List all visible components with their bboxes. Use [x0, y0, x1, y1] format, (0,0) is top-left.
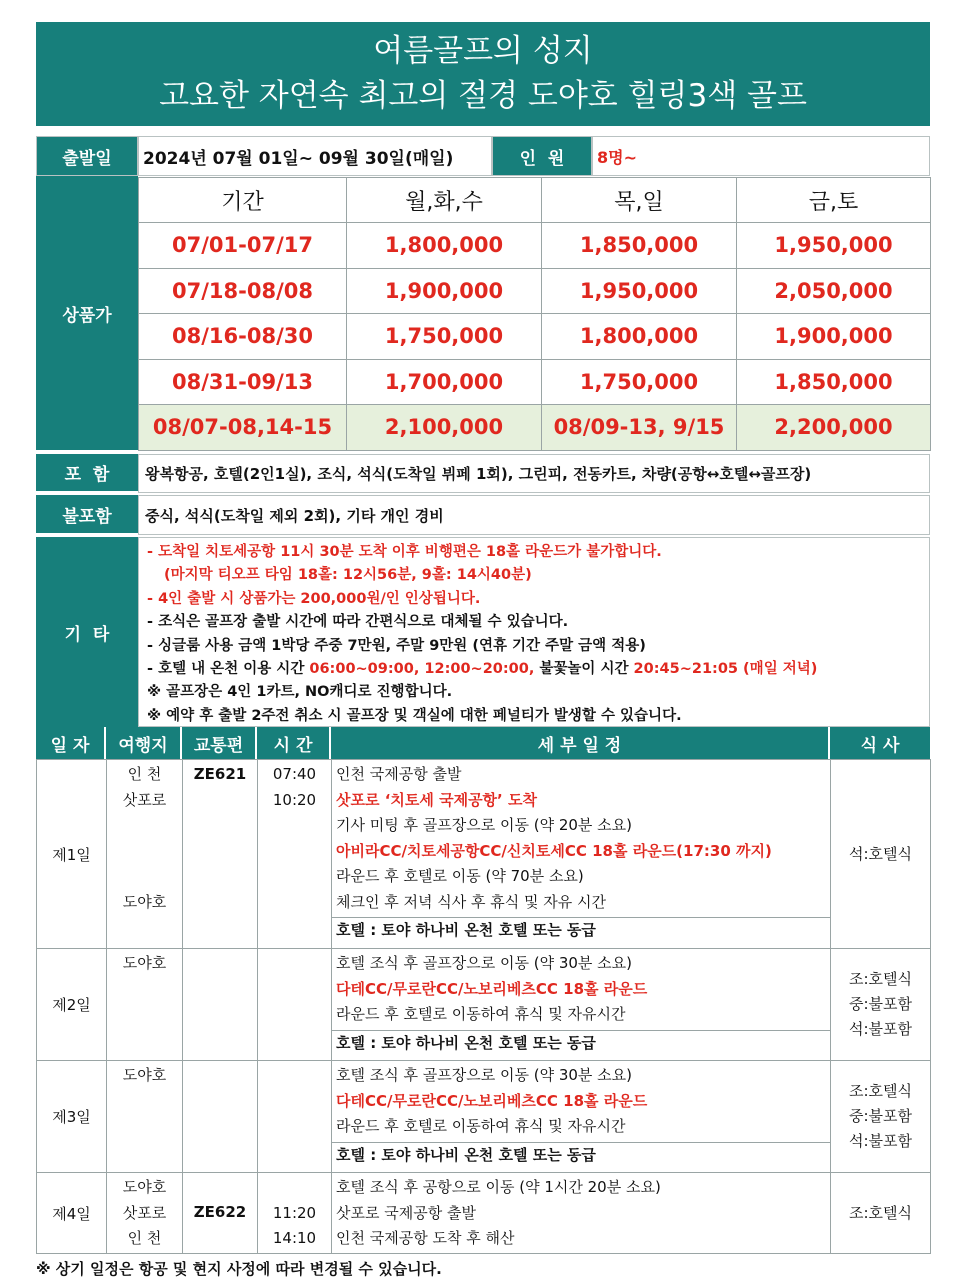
detail-line: 인천 국제공항 출발 [336, 765, 462, 783]
detail-line: 기사 미팅 후 골프장으로 이동 (약 20분 소요) [336, 816, 633, 834]
schedule-row-day3 [37, 1061, 931, 1173]
meal: 조:호텔식 [831, 1173, 931, 1254]
price-value: 1,850,000 [542, 223, 737, 269]
day-details [332, 760, 831, 949]
price-value: 1,900,000 [737, 314, 931, 360]
price-value: 1,800,000 [347, 223, 542, 269]
detail-line: 라운드 후 호텔로 이동하여 휴식 및 자유시간 [336, 1117, 626, 1135]
price-header-mon-wed: 월,화,수 [347, 178, 542, 223]
meal: 중:불포함 [848, 1107, 912, 1125]
price-value: 1,850,000 [737, 359, 931, 405]
place: 인 천 [127, 1229, 162, 1247]
day-details [332, 1173, 831, 1254]
meals [831, 1061, 931, 1173]
price-row [139, 314, 931, 360]
times [258, 1173, 332, 1254]
transport [183, 1061, 258, 1173]
meal: 중:불포함 [848, 995, 912, 1013]
time: 10:20 [272, 790, 317, 809]
schedule-header-detail: 세 부 일 정 [331, 727, 830, 759]
price-value: 2,200,000 [737, 405, 931, 451]
schedule-row-day4 [37, 1173, 931, 1254]
detail-line: 호텔 조식 후 골프장으로 이동 (약 30분 소요) [336, 954, 633, 972]
departure-date: 2024년 07월 01일~ 09월 30일(매일) [143, 148, 454, 169]
schedule-table [36, 759, 931, 1254]
notes-label-text: 기 타 [64, 624, 110, 645]
spacer [107, 864, 182, 890]
people-label-text: 인 원 [519, 148, 565, 169]
day-places [107, 1173, 183, 1254]
hotel-line: 호텔 : 토야 하나비 온천 호텔 또는 동급 [332, 1142, 830, 1168]
time: 07:40 [272, 765, 317, 783]
note-line-hot-spring [147, 658, 929, 681]
schedule-header-meal: 식 사 [830, 727, 930, 759]
transport [183, 760, 258, 949]
excluded-label-text: 불포함 [62, 506, 112, 527]
hotel-line: 호텔 : 토야 하나비 온천 호텔 또는 동급 [332, 917, 830, 943]
detail-line: 아비라CC/치토세공항CC/신치토세CC 18홀 라운드(17:30 까지) [336, 841, 772, 860]
people-count: 8명~ [597, 147, 637, 167]
detail-line: 삿포로 국제공항 출발 [336, 1203, 476, 1222]
notes-box [138, 537, 930, 727]
transport [183, 1173, 258, 1254]
price-header-period: 기간 [139, 178, 347, 223]
excluded-label [36, 495, 138, 535]
detail-line: 다테CC/무로란CC/노보리베츠CC 18홀 라운드 [336, 1091, 648, 1110]
departure-value [138, 136, 492, 176]
departure-label [36, 136, 138, 176]
price-period: 08/07-08,14-15 [139, 405, 347, 451]
spacer [258, 1175, 331, 1201]
detail-line: 인천 국제공항 도착 후 해산 [336, 1229, 515, 1247]
day-label: 제1일 [37, 760, 107, 949]
day-details [332, 949, 831, 1061]
price-period: 07/01-07/17 [139, 223, 347, 269]
schedule-header-transport: 교통편 [182, 727, 257, 759]
price-value: 1,950,000 [737, 223, 931, 269]
price-label-text: 상품가 [62, 305, 112, 326]
price-row [139, 359, 931, 405]
included-label [36, 454, 138, 493]
place: 삿포로 [122, 790, 167, 809]
times [258, 949, 332, 1061]
price-period: 08/31-09/13 [139, 359, 347, 405]
meal: 조:호텔식 [848, 970, 912, 988]
day-details [332, 1061, 831, 1173]
place: 도야호 [122, 1066, 167, 1084]
note-line: - 조식은 골프장 출발 시간에 따라 간편식으로 대체될 수 있습니다. [147, 614, 569, 631]
time: 14:10 [272, 1229, 317, 1247]
note-text-highlight: 06:00~09:00, 12:00~20:00, [309, 661, 535, 678]
schedule-row-day2 [37, 949, 931, 1061]
note-text: 불꽃놀이 시간 [534, 661, 634, 678]
meal: 석:불포함 [848, 1020, 912, 1038]
spacer [107, 813, 182, 839]
detail-line: 라운드 후 호텔로 이동하여 휴식 및 자유시간 [336, 1005, 626, 1023]
day-places [107, 760, 183, 949]
hotel-line: 호텔 : 토야 하나비 온천 호텔 또는 동급 [332, 1030, 830, 1056]
price-row [139, 223, 931, 269]
detail-line: 체크인 후 저녁 식사 후 휴식 및 자유 시간 [336, 892, 606, 911]
detail-line: 라운드 후 호텔로 이동 (약 70분 소요) [336, 867, 584, 885]
note-line: (마지막 티오프 타임 18홀: 12시56분, 9홀: 14시40분) [164, 567, 532, 584]
day-label: 제2일 [37, 949, 107, 1061]
price-value: 2,050,000 [737, 268, 931, 314]
price-header-thu-sun: 목,일 [542, 178, 737, 223]
footer-notice: ※ 상기 일정은 항공 및 현지 사정에 따라 변경될 수 있습니다. [36, 1260, 442, 1278]
price-period: 08/16-08/30 [139, 314, 347, 360]
schedule-header-place: 여행지 [106, 727, 182, 759]
day-label: 제3일 [37, 1061, 107, 1173]
price-value: 1,900,000 [347, 268, 542, 314]
spacer [107, 839, 182, 865]
times [258, 1061, 332, 1173]
people-value [592, 136, 930, 176]
banner-title-line2: 고요한 자연속 최고의 절경 도야호 힐링3색 골프 [159, 78, 807, 114]
title-banner [36, 22, 930, 126]
schedule-row-day1 [37, 760, 931, 949]
time: 11:20 [272, 1203, 317, 1222]
transport [183, 949, 258, 1061]
meals [831, 949, 931, 1061]
price-row [139, 268, 931, 314]
excluded-text: 중식, 석식(도착일 제외 2회), 기타 개인 경비 [145, 506, 444, 525]
detail-line: 삿포로 ‘치토세 국제공항’ 도착 [336, 790, 537, 809]
price-period: 07/18-08/08 [139, 268, 347, 314]
included-text: 왕복항공, 호텔(2인1실), 조식, 석식(도착일 뷔페 1회), 그린피, 전동카트, 차량(공항↔호텔↔골프장) [145, 465, 812, 483]
meal: 석:호텔식 [831, 760, 931, 949]
day-places [107, 949, 183, 1061]
place: 도야호 [122, 1178, 167, 1196]
price-label [36, 176, 138, 452]
detail-line: 다테CC/무로란CC/노보리베츠CC 18홀 라운드 [336, 979, 648, 998]
price-table [138, 177, 931, 451]
price-header-fri-sat: 금,토 [737, 178, 931, 223]
price-value: 1,950,000 [542, 268, 737, 314]
times [258, 760, 332, 949]
day-places [107, 1061, 183, 1173]
place: 인 천 [127, 765, 162, 783]
flight-number: ZE621 [193, 765, 247, 783]
included-label-text: 포 함 [64, 465, 110, 485]
note-line: - 싱글룸 사용 금액 1박당 주중 7만원, 주말 9만원 (연휴 기간 주말 금액 적용) [147, 637, 646, 654]
flight-number: ZE622 [193, 1203, 247, 1222]
banner-title-line1: 여름골프의 성지 [373, 33, 593, 69]
price-row-peak [139, 405, 931, 451]
schedule-header-time: 시 간 [257, 727, 331, 759]
price-value: 1,800,000 [542, 314, 737, 360]
place: 삿포로 [122, 1203, 167, 1222]
place: 도야호 [122, 892, 167, 911]
note-line: ※ 골프장은 4인 1카트, NO캐디로 진행합니다. [147, 684, 453, 701]
detail-line: 호텔 조식 후 골프장으로 이동 (약 30분 소요) [336, 1066, 633, 1084]
schedule-header-day: 일 자 [36, 727, 106, 759]
day-label: 제4일 [37, 1173, 107, 1254]
note-line: ※ 예약 후 출발 2주전 취소 시 골프장 및 객실에 대한 페널티가 발생할 수 있습니다. [147, 707, 682, 724]
price-header-row [139, 178, 931, 223]
price-value: 1,750,000 [347, 314, 542, 360]
note-line: - 4인 출발 시 상품가는 200,000원/인 인상됩니다. [147, 590, 481, 607]
note-line: - 도착일 치토세공항 11시 30분 도착 이후 비행편은 18홀 라운드가 불가합니다. [147, 544, 662, 560]
price-period: 08/09-13, 9/15 [542, 405, 737, 451]
notes-label [36, 537, 138, 727]
note-text: - 호텔 내 온천 이용 시간 [147, 661, 310, 678]
meal: 조:호텔식 [848, 1082, 912, 1100]
note-text-highlight: 20:45~21:05 (매일 저녁) [633, 661, 818, 678]
meal: 석:불포함 [848, 1132, 912, 1150]
place: 도야호 [122, 954, 167, 972]
price-value: 2,100,000 [347, 405, 542, 451]
departure-label-text: 출발일 [62, 148, 112, 169]
detail-line: 호텔 조식 후 공항으로 이동 (약 1시간 20분 소요) [336, 1178, 661, 1196]
price-value: 1,700,000 [347, 359, 542, 405]
people-label [492, 136, 592, 176]
included-value [138, 454, 930, 493]
price-value: 1,750,000 [542, 359, 737, 405]
excluded-value [138, 495, 930, 535]
